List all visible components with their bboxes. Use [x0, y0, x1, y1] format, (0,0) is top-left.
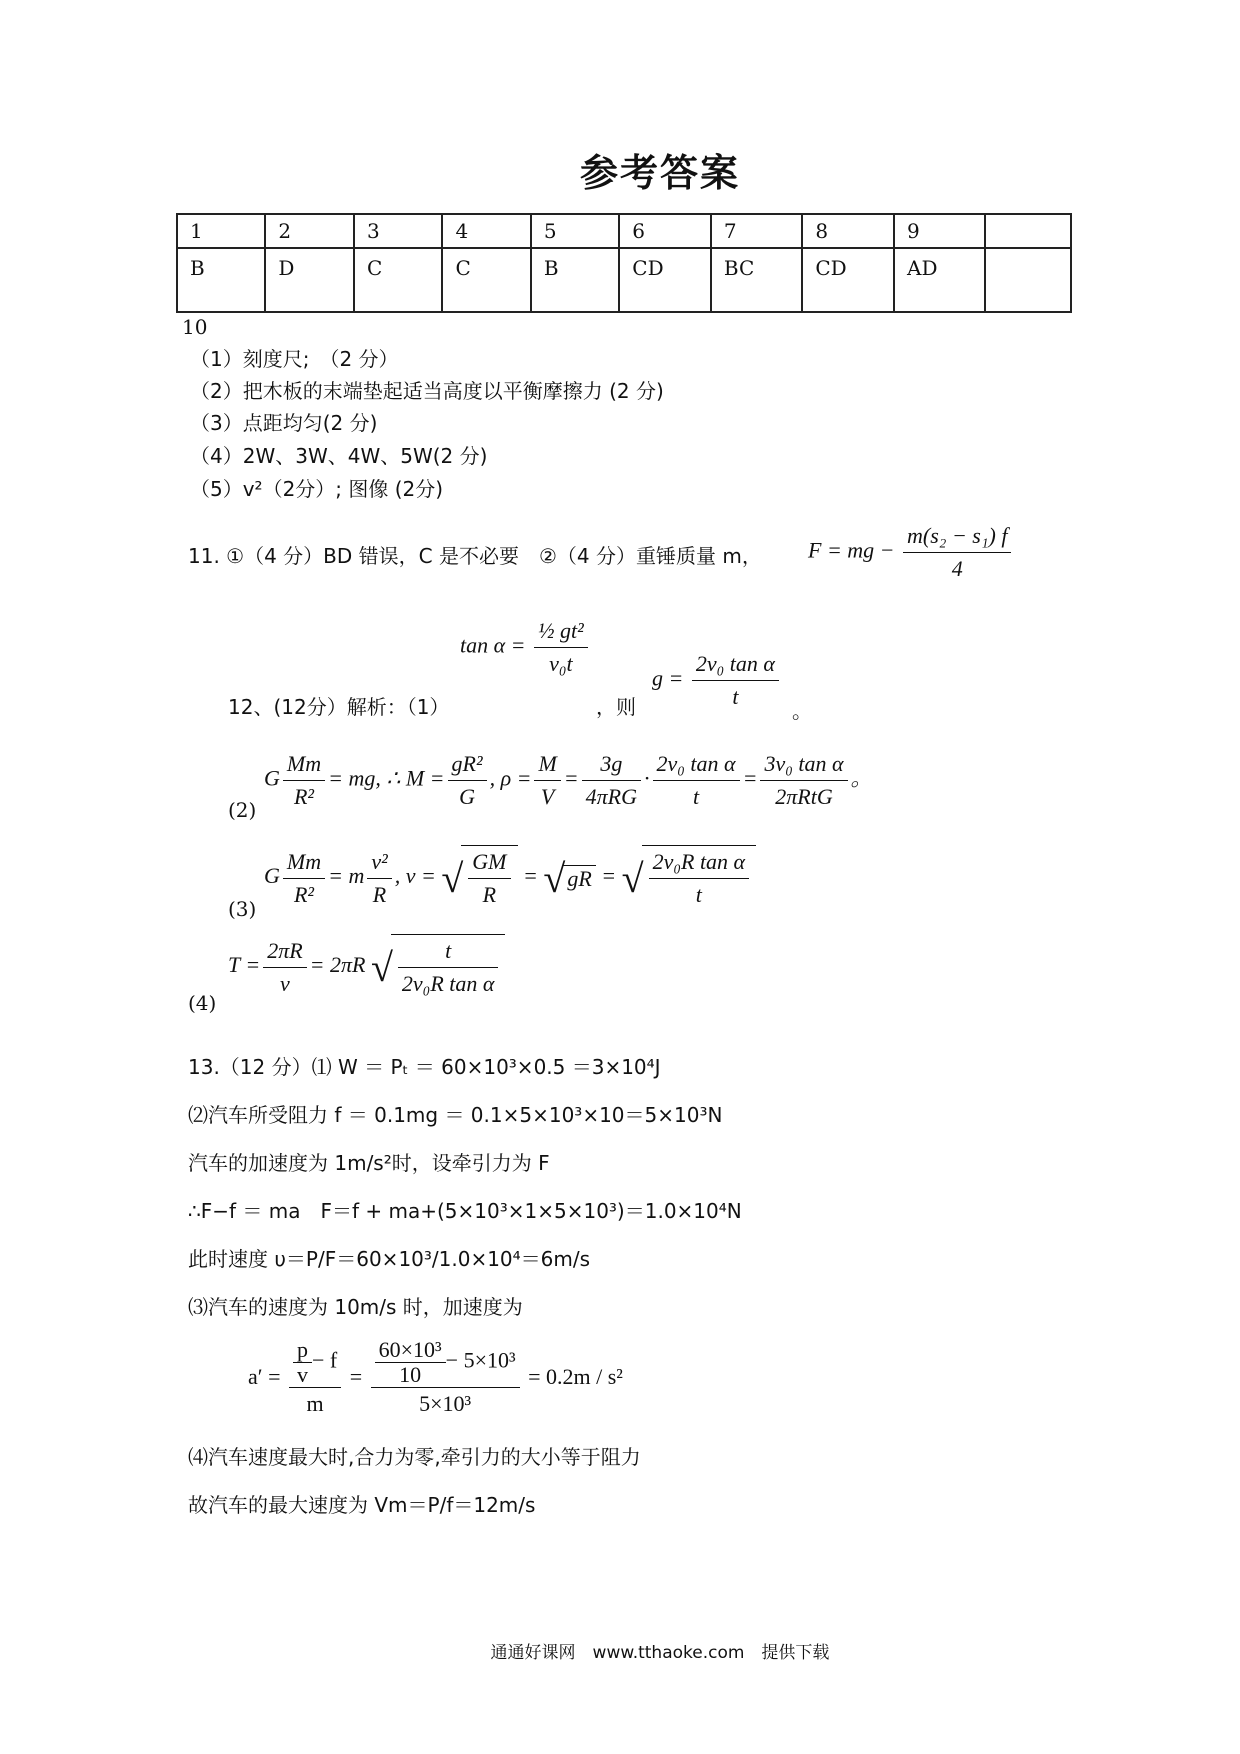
q13-line: ⑵汽车所受阻力 f ＝ 0.1mg ＝ 0.1×5×10³×10＝5×10³N [188, 1103, 723, 1127]
fraction-denominator: t [692, 784, 700, 809]
q13-line: 此时速度 υ＝P/F＝60×10³/1.0×10⁴＝6m/s [188, 1247, 591, 1271]
table-cell: C [442, 248, 530, 312]
formula-text: = m [328, 863, 365, 889]
fraction-denominator: R [372, 881, 387, 907]
answer-table-number-row [177, 214, 1071, 248]
q12-part1-formula [460, 615, 591, 680]
fraction-numerator: M [534, 748, 560, 781]
sqrt-symbol: √ [370, 944, 393, 990]
fraction [263, 935, 306, 1000]
q13-line: 汽车的加速度为 1m/s²时，设牵引力为 F [188, 1151, 550, 1175]
fraction [534, 615, 588, 680]
formula-text: G [264, 863, 280, 889]
fraction-numerator: v² [367, 846, 391, 879]
table-cell: 6 [619, 214, 711, 248]
fraction-denominator: 10 [399, 1362, 422, 1387]
fraction-numerator: p [293, 1338, 312, 1363]
fraction-numerator: GM [468, 846, 510, 879]
formula-text: = [742, 765, 758, 791]
fraction-numerator: 2πR [263, 935, 306, 968]
sqrt-symbol: √ [543, 855, 566, 901]
fraction-numerator: 2v₀ tan α [653, 748, 740, 781]
q13-line: 13.（12 分）⑴ W ＝ Pₜ ＝ 60×10³×0.5 ＝3×10⁴J [188, 1055, 661, 1079]
formula-text: = 0.2m / s² [528, 1364, 623, 1390]
radicand [391, 934, 506, 1000]
q11-formula [808, 520, 1014, 585]
table-cell [985, 214, 1071, 248]
q10-item: （3）点距均匀(2 分) [190, 411, 378, 435]
fraction-numerator: Mm [283, 846, 325, 879]
table-cell: CD [802, 248, 894, 312]
fraction-denominator: R [482, 882, 497, 907]
table-cell: B [531, 248, 619, 312]
q10-item: （5）v²（2分）; 图像 (2分) [190, 477, 444, 501]
formula-text: tan α = [460, 632, 526, 658]
table-cell: 3 [354, 214, 442, 248]
radicand [642, 845, 757, 911]
q12-part3-label: (3) [228, 897, 257, 921]
fraction-denominator: v₀t [549, 651, 573, 676]
sqrt-symbol: √ [621, 855, 644, 901]
fraction-denominator: 2πRtG [775, 784, 833, 809]
table-cell: D [265, 248, 354, 312]
table-cell [985, 248, 1071, 312]
q13-line: ⑶汽车的速度为 10m/s 时，加速度为 [188, 1295, 523, 1319]
fraction [448, 748, 487, 813]
q13-acceleration-formula [248, 1338, 623, 1420]
q12-part4-formula [228, 934, 505, 1000]
formula-text: = mg, ∴ M = [328, 765, 445, 791]
table-cell: 8 [802, 214, 894, 248]
formula-text: T = [228, 952, 261, 978]
formula-text: = [349, 1364, 363, 1390]
table-cell: 1 [177, 214, 265, 248]
formula-text: a′ = [248, 1364, 281, 1390]
formula-text: = [601, 863, 617, 889]
fraction-numerator [289, 1338, 341, 1388]
q12-g-formula [652, 648, 782, 713]
fraction [653, 748, 740, 813]
fraction [903, 520, 1011, 585]
fraction [649, 846, 750, 911]
fraction-denominator: t [732, 684, 739, 709]
table-cell: B [177, 248, 265, 312]
fraction [534, 748, 560, 813]
table-cell: CD [619, 248, 711, 312]
fraction-numerator: 3g [582, 748, 641, 781]
answer-table-answer-row [177, 248, 1071, 312]
fraction [760, 748, 847, 813]
fraction-denominator: 4 [951, 556, 963, 581]
formula-text: · [644, 765, 650, 791]
fraction-denominator: G [459, 784, 475, 809]
fraction [367, 846, 391, 911]
formula-text: , ρ = [489, 765, 532, 791]
formula-text: − f [311, 1347, 338, 1373]
formula-text: = [523, 863, 538, 889]
q10-item: （1）刻度尺; （2 分） [190, 347, 399, 371]
formula-text: = [563, 765, 579, 791]
fraction-denominator: R² [293, 784, 315, 809]
fraction-numerator [371, 1338, 520, 1388]
fraction [375, 1338, 446, 1387]
sqrt-symbol: √ [441, 855, 464, 901]
q12-part3-formula [264, 845, 756, 911]
q13-line: 故汽车的最大速度为 Vm＝P/f＝12m/s [188, 1493, 536, 1517]
fraction [371, 1338, 520, 1420]
fraction-numerator: t [398, 935, 499, 968]
formula-text: = 2πR [309, 952, 366, 978]
fraction-denominator: v [280, 970, 290, 996]
q11-text: 11. ①（4 分）BD 错误，C 是不必要 ②（4 分）重锤质量 m， [188, 544, 762, 568]
fraction-denominator: 5×10³ [419, 1391, 472, 1416]
fraction-numerator: 60×10³ [375, 1338, 446, 1363]
table-cell: AD [894, 248, 985, 312]
fraction-denominator: v [296, 1362, 308, 1387]
fraction-numerator: ½ gt² [534, 615, 588, 648]
q13-line: ∴F−f ＝ ma F＝f + ma+(5×10³×1×5×10³)＝1.0×10⁴N [188, 1199, 742, 1223]
q10-item: （2）把木板的末端垫起适当高度以平衡摩擦力 (2 分) [190, 379, 664, 403]
period: 。 [850, 765, 873, 791]
formula-text: g = [652, 665, 684, 691]
table-cell: 7 [711, 214, 802, 248]
page-title: 参考答案 [579, 151, 740, 195]
fraction [289, 1338, 341, 1420]
q12-part2-formula [264, 748, 873, 813]
fraction-numerator: Mm [283, 748, 325, 781]
fraction [283, 846, 325, 911]
fraction-denominator: m [306, 1391, 324, 1416]
fraction-denominator: 4πRG [585, 784, 638, 809]
table-cell: BC [711, 248, 802, 312]
formula-text: G [264, 765, 280, 791]
fraction-denominator: 2v₀R tan α [401, 971, 495, 996]
fraction [283, 748, 325, 813]
fraction [582, 748, 641, 813]
formula-text: , v = [394, 863, 436, 889]
table-cell: C [354, 248, 442, 312]
radicand [461, 845, 517, 911]
fraction [398, 935, 499, 1000]
fraction-denominator: R² [293, 881, 315, 907]
answer-table [176, 213, 1072, 313]
fraction-numerator: 3v₀ tan α [760, 748, 847, 781]
fraction-denominator: V [540, 784, 555, 809]
table-cell: 2 [265, 214, 354, 248]
fraction-numerator: gR² [448, 748, 487, 781]
fraction-numerator: m(s₂ − s₁) f [903, 520, 1011, 553]
q13-line: ⑷汽车速度最大时,合力为零,牵引力的大小等于阻力 [188, 1445, 641, 1469]
period: 。 [792, 699, 812, 723]
formula-text: − 5×10³ [445, 1347, 516, 1373]
table-cell: 5 [531, 214, 619, 248]
fraction [293, 1338, 312, 1387]
q10-label: 10 [182, 315, 208, 339]
q12-part2-label: (2) [228, 798, 257, 822]
q12-part4-label: (4) [188, 991, 217, 1015]
fraction-denominator: t [695, 882, 702, 907]
radicand: gR [563, 865, 595, 892]
fraction-numerator: 2v₀ tan α [692, 648, 779, 681]
q10-item: （4）2W、3W、4W、5W(2 分) [190, 444, 488, 468]
q12-intro: 12、(12分）解析：（1） [228, 695, 450, 719]
table-cell: 9 [894, 214, 985, 248]
fraction-numerator: 2v₀R tan α [649, 846, 750, 879]
fraction [468, 846, 510, 911]
fraction [692, 648, 779, 713]
footer-text: 通通好课网 www.tthaoke.com 提供下载 [490, 1643, 830, 1663]
formula-text: F = mg − [808, 537, 895, 563]
table-cell: 4 [442, 214, 530, 248]
q12-then: ，则 [596, 695, 636, 719]
